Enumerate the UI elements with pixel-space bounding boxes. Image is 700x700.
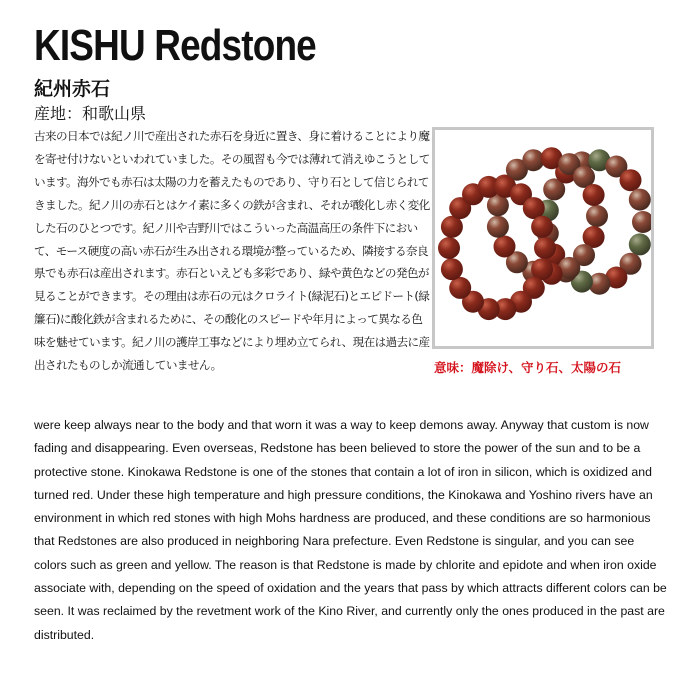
bead <box>487 216 509 238</box>
japanese-name: 紀州赤石 <box>34 78 111 100</box>
bead <box>449 277 471 299</box>
bead <box>586 205 608 227</box>
english-paragraph: were keep always near to the body and that worn it was a way to keep demons away. Anyway that custom is now fading and disappearing. Even overseas, Redstone has been believed to store the power of the sun and to be a protective stone. Kinokawa Redstone is one of the stones that contain a lot of iron in silicon, which is oxidized and turned red. Under these high temperature and high pressure conditions, the Kinokawa and Yoshino rivers have an environment in which red stones with high Mohs hardness are produced, and these conditions are so harmonious that Redstones are also produced in neighboring Nara prefecture. Even Redstone is singular, and you can see colors such as green and yellow. The reason is that Redstone is made by chlorite and epidote and when iron oxide associate with, depending on the speed of oxidation and the years that pass by which attracts different colors can be seen. It was reclaimed by the revetment work of the Kino River, and currently only the ones produced in the past are distributed. <box>34 418 667 642</box>
bead <box>531 216 553 238</box>
japanese-description <box>34 125 432 377</box>
meaning-caption: 意味：魔除け、守り石、太陽の石 <box>434 360 622 375</box>
bead <box>620 169 642 191</box>
bead <box>441 216 463 238</box>
bead <box>534 237 556 259</box>
bracelet-photo <box>432 127 654 349</box>
origin-label: 産地：和歌山県 <box>34 104 147 123</box>
bead <box>629 189 651 211</box>
bead <box>523 197 545 219</box>
bead <box>632 211 651 233</box>
bead <box>441 258 463 280</box>
bead <box>531 258 553 280</box>
english-description <box>34 414 670 647</box>
bracelet-image <box>435 130 651 346</box>
bead <box>629 233 651 255</box>
page-title: KISHU Redstone <box>34 21 316 70</box>
japanese-paragraph: 古来の日本では紀ノ川で産出された赤石を身近に置き、身に着けることにより魔を寄せ付けないといわれていました。その風習も今では薄れて消えゆこうとしています。海外でも赤石は太陽の力を蓄えたものであり、守り石として信じられてきました。紀ノ川の赤石とはケイ素に多くの鉄が含まれ、それが酸化し赤く変化した石のひとつです。紀ノ川や吉野川ではこういった高温高圧の条件下において、モース硬度の高い赤石が生み出される環境が整っているため、隣接する奈良県でも赤石は産出されます。赤石といえども多彩であり、緑や黄色などの発色が見ることができます。その理由は赤石の元はクロライト(緑泥石)とエピドート(緑簾石)に酸化鉄が含まれるために、その酸化のスピードや年月によって異なる色味を魅せています。紀ノ川の護岸工事などにより埋め立てられ、現在は過去に産出されたものしか流通していません。 <box>34 129 430 373</box>
bead <box>438 237 460 259</box>
bead <box>494 236 516 258</box>
bead <box>583 184 605 206</box>
